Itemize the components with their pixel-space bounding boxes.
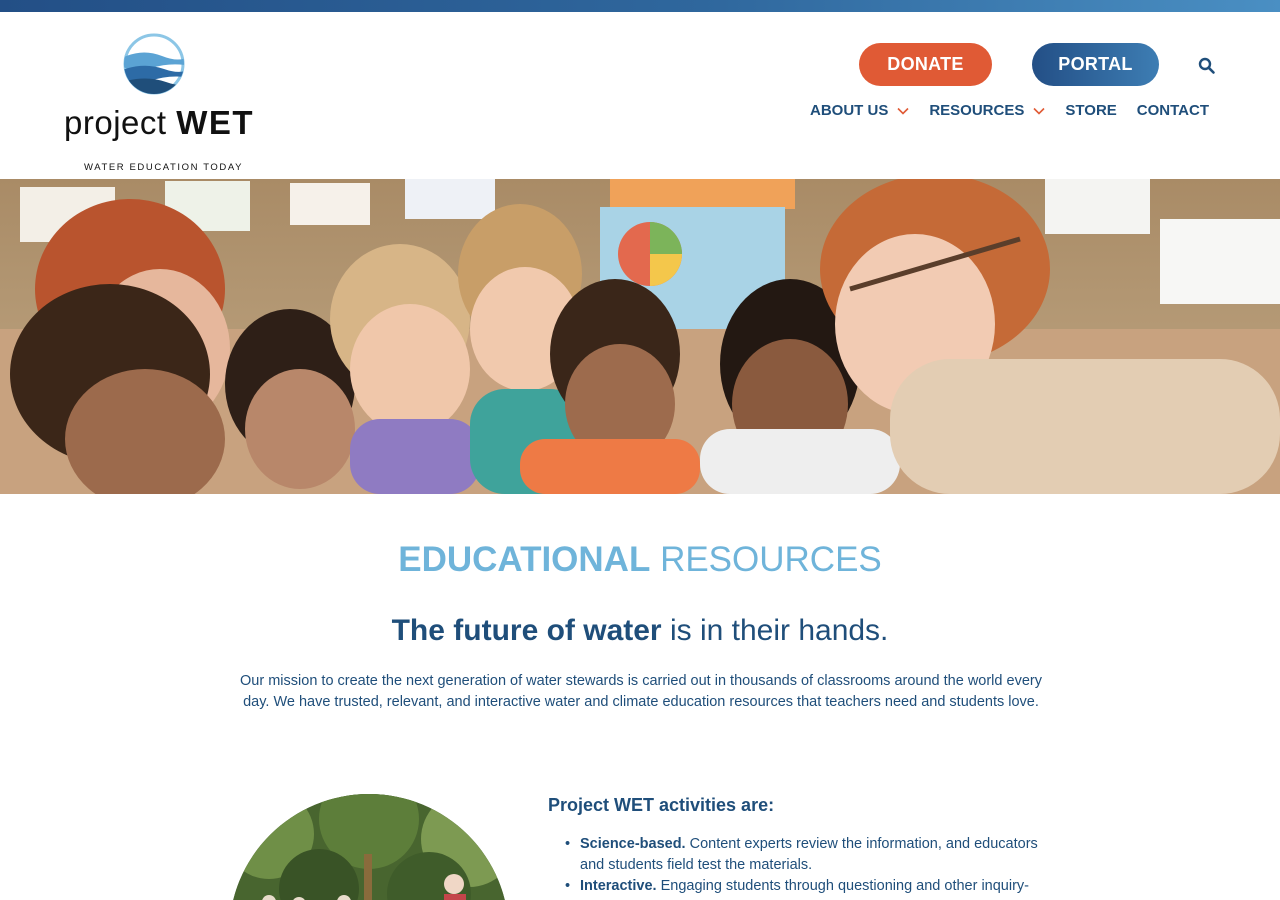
top-accent-bar (0, 0, 1280, 12)
hero-image (0, 179, 1280, 494)
nav-item-resources[interactable] (929, 102, 1045, 119)
list-item (563, 834, 1053, 876)
section-title-bold: EDUCATIONAL (398, 540, 651, 579)
donate-button[interactable]: DONATE (859, 43, 992, 86)
list-item-term: Interactive. (580, 878, 657, 894)
section-subtitle-bold: The future of water (391, 614, 662, 647)
forest-photo (229, 794, 509, 900)
mission-paragraph: Our mission to create the next generation of water stewards is carried out in thousands of classrooms around the world every day. We have trusted, relevant, and interactive water and climate education resources that teachers need and students love. (240, 673, 1042, 710)
nav-item-store[interactable] (1065, 102, 1116, 119)
wave-logo-icon (122, 32, 186, 96)
site-header (0, 12, 1280, 179)
nav-item-label: CONTACT (1136, 102, 1209, 119)
logo-wordmark (64, 104, 254, 142)
chevron-down-icon (1033, 107, 1045, 115)
portal-button[interactable]: PORTAL (1032, 43, 1159, 86)
chevron-down-icon (897, 107, 909, 115)
logo-word-project: project (64, 104, 167, 141)
section-title-light: RESOURCES (660, 540, 882, 579)
project-wet-logo[interactable] (64, 32, 255, 173)
nav-item-label: STORE (1065, 102, 1117, 119)
search-icon[interactable] (1198, 57, 1216, 75)
nav-item-label: RESOURCES (929, 102, 1025, 119)
section-title (0, 540, 1280, 580)
list-item (563, 876, 1053, 897)
activities-title: Project WET activities are: (548, 795, 775, 815)
section-subtitle-rest: is in their hands. (661, 614, 889, 647)
nav-item-about-us[interactable] (810, 102, 909, 119)
main-nav (810, 102, 1209, 119)
list-item-text: Engaging students through questioning and other inquiry- (656, 878, 1030, 894)
section-subtitle (0, 614, 1280, 648)
logo-word-wet: WET (176, 104, 255, 141)
outdoor-students-photo (229, 794, 509, 900)
activities-list (563, 834, 1053, 897)
list-item-text: Content experts review the information, and educators and students field test the materials. (580, 836, 1038, 873)
list-item-term: Science-based. (580, 836, 686, 852)
logo-tagline: WATER EDUCATION TODAY (84, 162, 244, 173)
nav-item-contact[interactable] (1137, 102, 1209, 119)
classroom-photo (0, 179, 1280, 494)
nav-item-label: ABOUT US (810, 102, 889, 119)
